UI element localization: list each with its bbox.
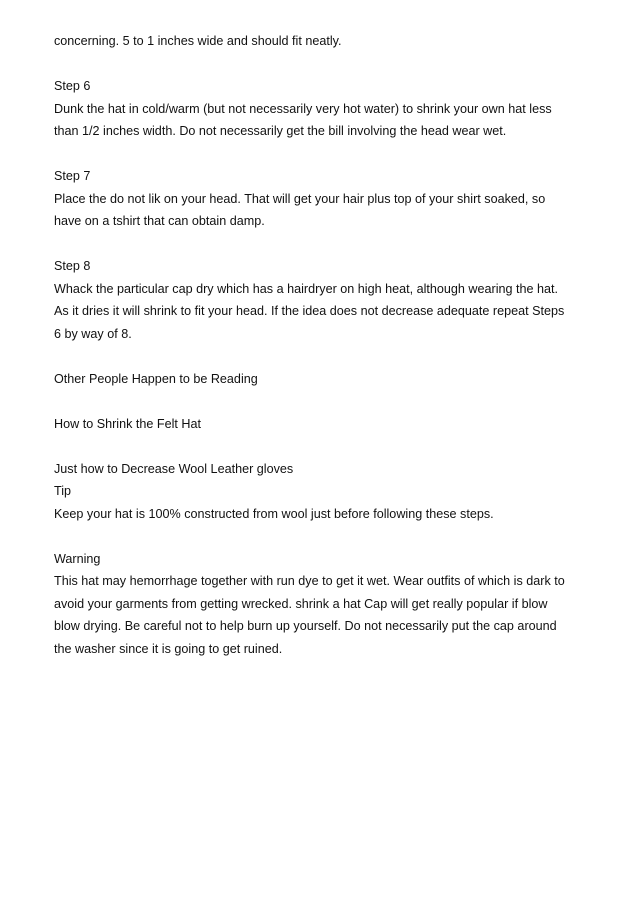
text-line: Dunk the hat in cold/warm (but not necessarily very hot water) to shrink your own hat less [54,101,552,116]
text-line: have on a tshirt that can obtain damp. [54,214,265,228]
related-article-1 [54,413,594,436]
other-reading-heading [54,368,594,391]
step-8-heading: Step 8 [54,259,91,273]
step-8-section [54,255,594,345]
step-6-heading: Step 6 [54,79,91,93]
text-line: concerning. 5 to 1 inches wide and should fit neatly. [54,34,342,48]
text-line: Whack the particular cap dry which has a hairdryer on high heat, although wearing the hat. [54,281,559,296]
text-line: As it dries it will shrink to fit your head. If the idea does not decrease adequate repeat Steps [54,304,565,318]
other-reading-text: Other People Happen to be Reading [54,371,258,386]
text-line: avoid your garments from getting wrecked. shrink a hat Cap will get really popular if blow [54,596,548,611]
text-line: than 1/2 inches width. Do not necessarily get the bill involving the head wear wet. [54,124,507,138]
tip-heading: Tip [54,484,72,498]
related-article-2-text: Just how to Decrease Wool Leather gloves [54,461,294,476]
warning-section [54,548,594,661]
step-7-heading: Step 7 [54,169,91,183]
text-line: This hat may hemorrhage together with run dye to get it wet. Wear outfits of which is dark to [54,574,565,588]
text-line: blow drying. Be careful not to help burn up yourself. Do not necessarily put the cap around [54,619,557,633]
text-line: Place the do not lik on your head. That will get your hair plus top of your shirt soaked, so [54,191,546,206]
step-7-section [54,165,594,233]
intro-paragraph [54,30,594,53]
text-line: Keep your hat is 100% constructed from wool just before following these steps. [54,506,494,521]
text-line: the washer since it is going to get ruined. [54,641,283,656]
warning-heading: Warning [54,551,101,566]
document-page [54,30,594,683]
related-article-2-and-tip [54,458,594,526]
related-article-1-text: How to Shrink the Felt Hat [54,416,201,431]
text-line: 6 by way of 8. [54,326,132,341]
step-6-section [54,75,594,143]
